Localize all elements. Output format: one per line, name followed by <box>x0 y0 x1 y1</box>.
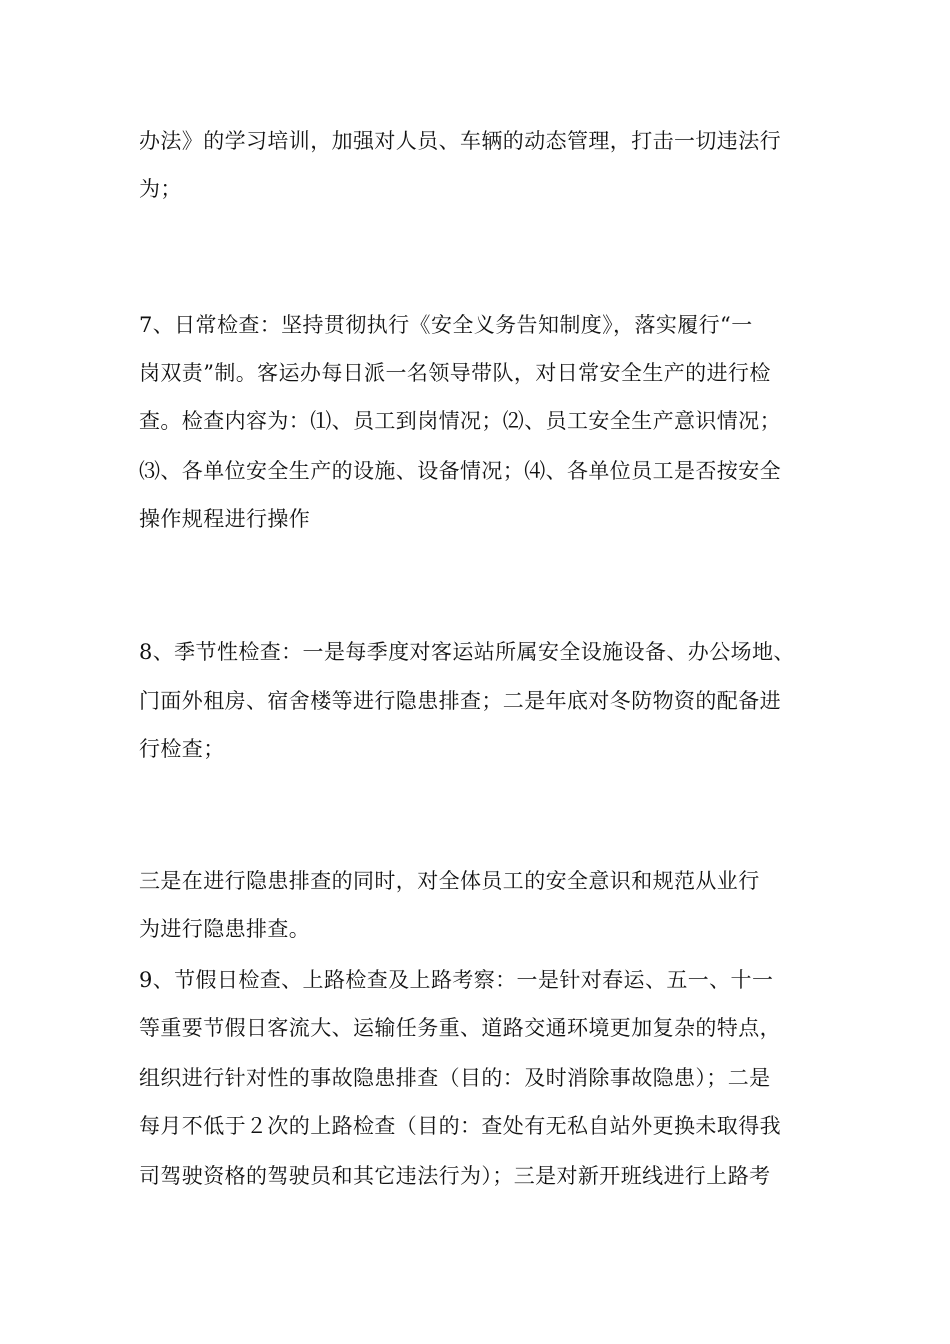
text-line: 9、节假日检查、上路检查及上路考察：一是针对春运、五一、十一 <box>139 968 774 992</box>
text-line: 7、日常检查：坚持贯彻执行《安全义务告知制度》，落实履行“一 <box>139 313 753 337</box>
text-line: ⑶、各单位安全生产的设施、设备情况；⑷、各单位员工是否按安全 <box>139 459 781 483</box>
text-line: 查。检查内容为：⑴、员工到岗情况；⑵、员工安全生产意识情况； <box>139 409 781 433</box>
text-line: 为； <box>139 177 182 201</box>
text-line: 办法》的学习培训，加强对人员、车辆的动态管理，打击一切违法行 <box>139 129 781 153</box>
text-line: 每月不低于２次的上路检查（目的：查处有无私自站外更换未取得我 <box>139 1114 781 1138</box>
text-line: 操作规程进行操作 <box>139 507 311 531</box>
text-line: 岗双责”制。客运办每日派一名领导带队，对日常安全生产的进行检 <box>139 361 771 385</box>
text-line: 等重要节假日客流大、运输任务重、道路交通环境更加复杂的特点， <box>139 1016 781 1040</box>
text-line: 组织进行针对性的事故隐患排查（目的：及时消除事故隐患）；二是 <box>139 1066 771 1090</box>
text-line: 行检查； <box>139 737 225 761</box>
text-line: 门面外租房、宿舍楼等进行隐患排查；二是年底对冬防物资的配备进 <box>139 689 781 713</box>
text-line: 三是在进行隐患排查的同时，对全体员工的安全意识和规范从业行 <box>139 869 760 893</box>
text-line: 为进行隐患排查。 <box>139 917 311 941</box>
text-line: 司驾驶资格的驾驶员和其它违法行为）；三是对新开班线进行上路考 <box>139 1164 771 1188</box>
text-line: 8、季节性检查：一是每季度对客运站所属安全设施设备、办公场地、 <box>139 640 795 664</box>
